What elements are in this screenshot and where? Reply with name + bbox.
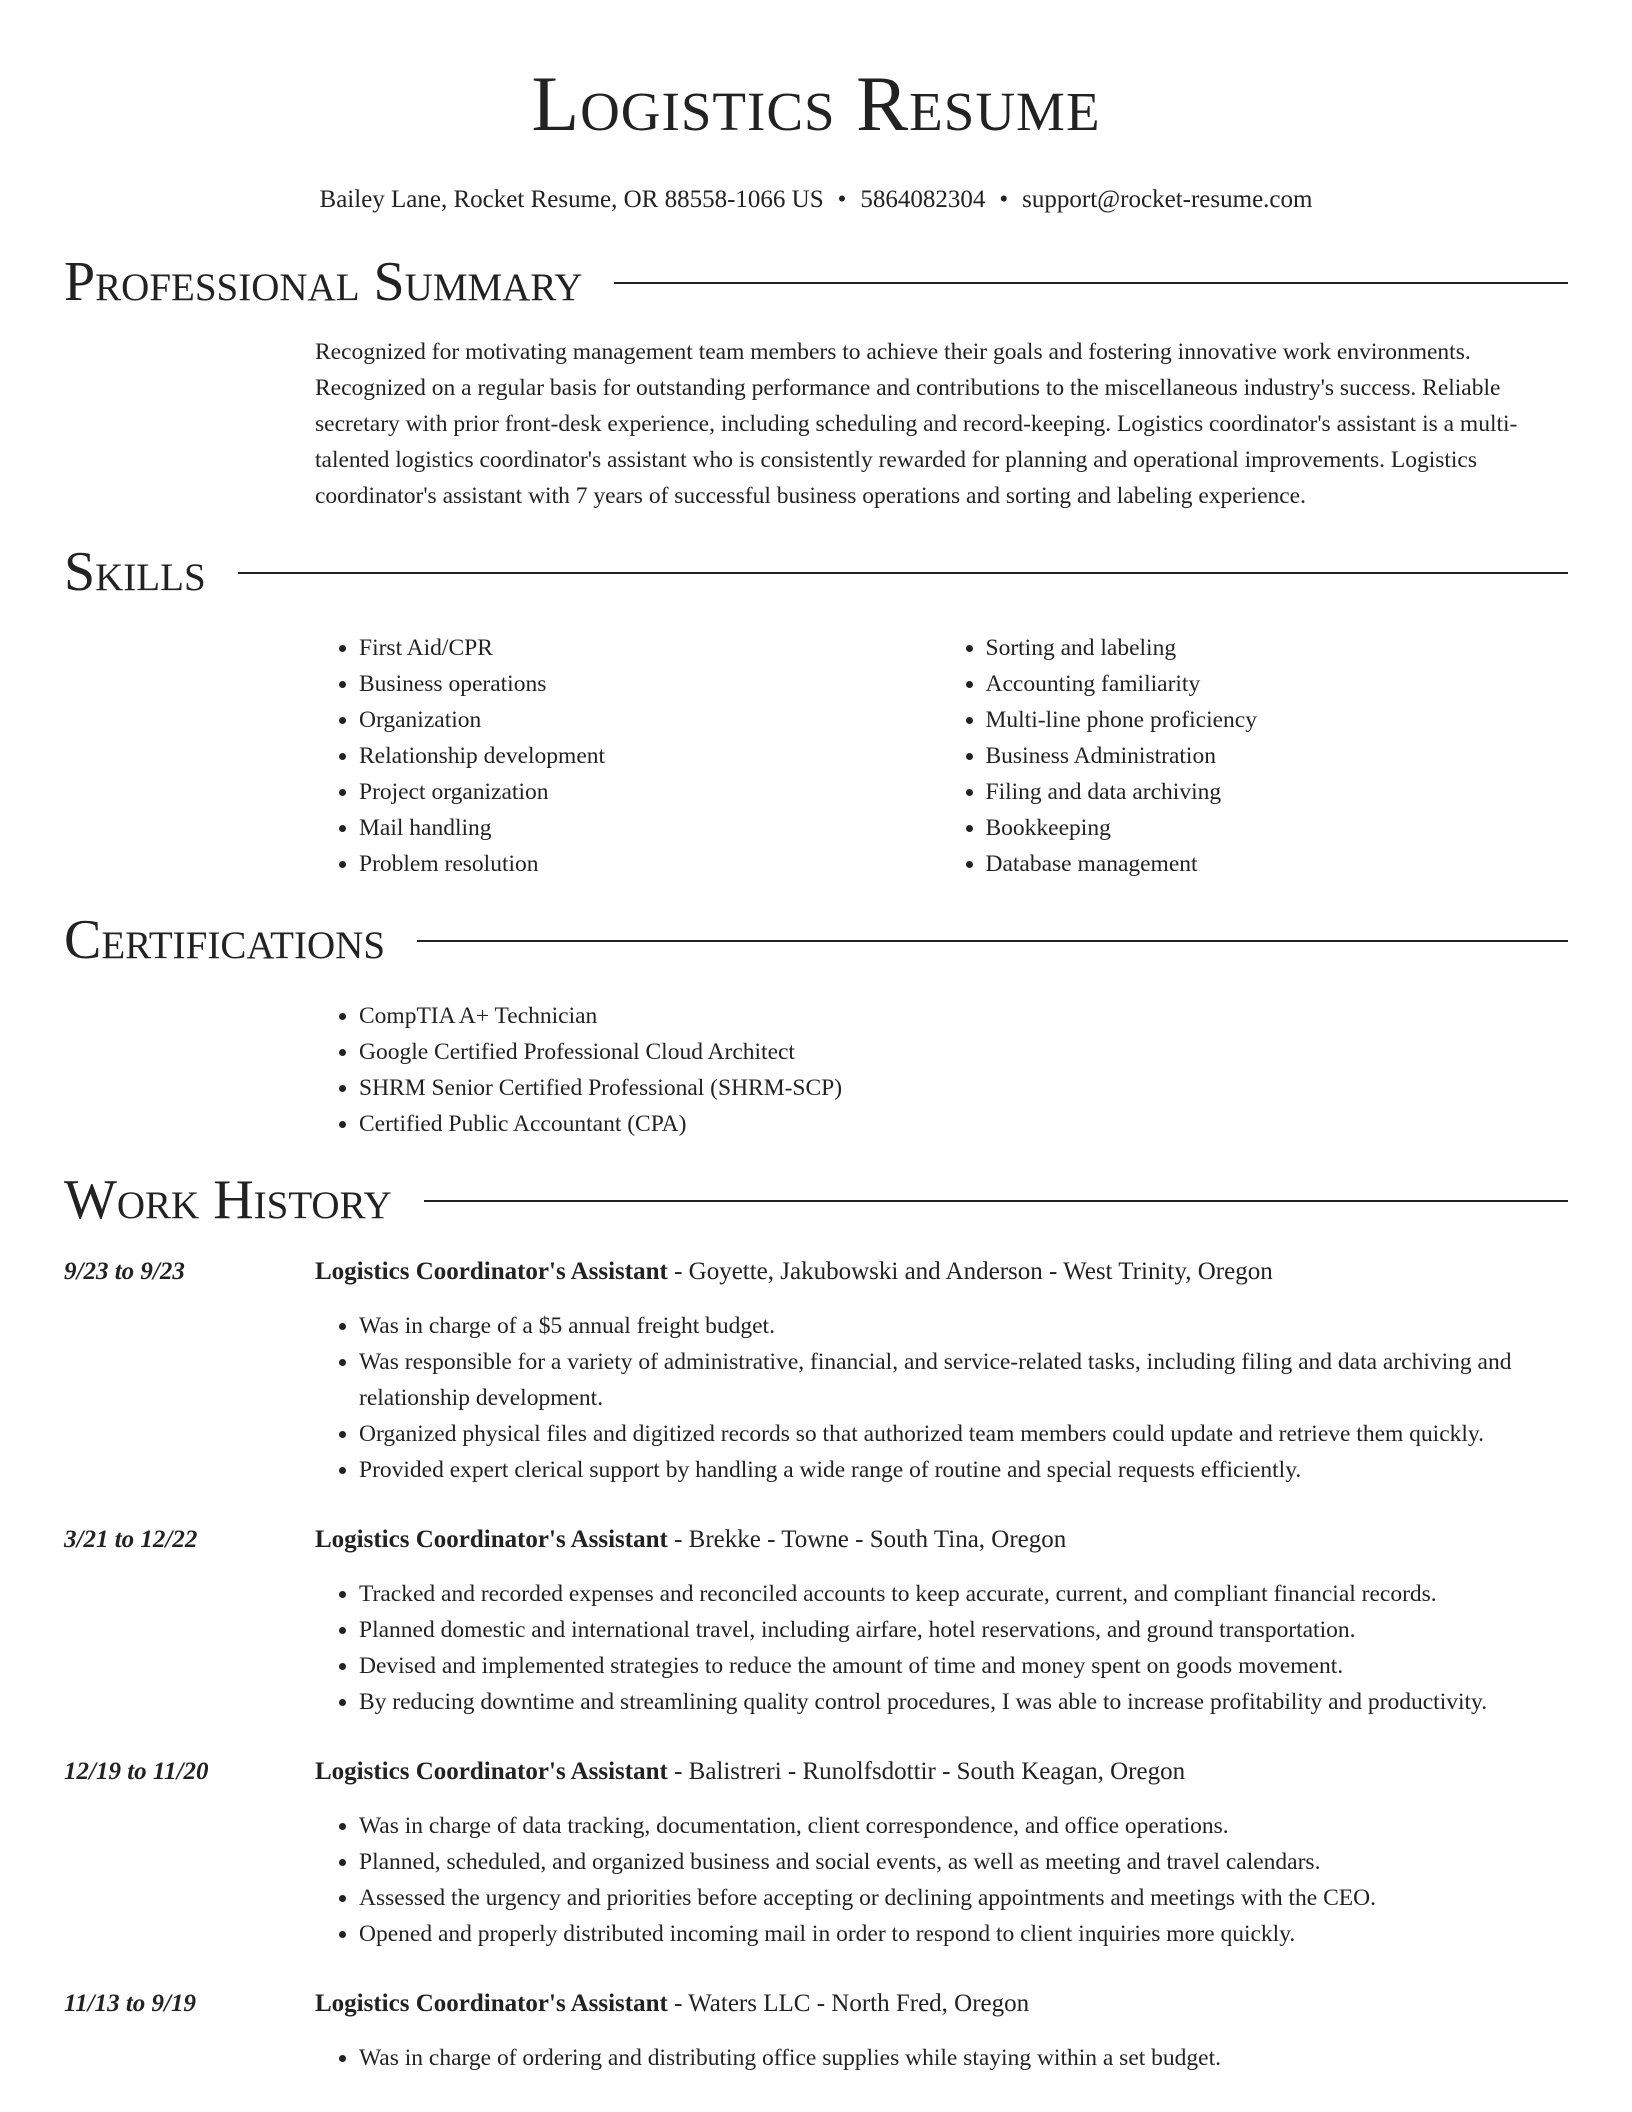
job-bullets	[315, 1808, 1568, 1952]
skills-column-left	[315, 630, 942, 882]
certification-item: • Certified Public Accountant (CPA)	[359, 1106, 1568, 1142]
certification-item: • SHRM Senior Certified Professional (SHRM-SCP)	[359, 1070, 1568, 1106]
certification-item: • CompTIA A+ Technician	[359, 998, 1568, 1034]
job-bullet: • Planned, scheduled, and organized business and social events, as well as meeting and travel calendars.	[359, 1844, 1568, 1880]
skill-item: • Sorting and labeling	[986, 630, 1569, 666]
job-entry	[64, 1254, 1568, 1488]
job-bullet: • Assessed the urgency and priorities before accepting or declining appointments and meetings with the CEO.	[359, 1880, 1568, 1916]
job-bullet: • Tracked and recorded expenses and reconciled accounts to keep accurate, current, and compliant financial records.	[359, 1576, 1568, 1612]
skills-column-right	[942, 630, 1569, 882]
job-title: Logistics Coordinator's Assistant	[315, 1990, 668, 2017]
job-bullet: • Opened and properly distributed incoming mail in order to respond to client inquiries more quickly.	[359, 1916, 1568, 1952]
job-details: - Brekke - Towne - South Tina, Oregon	[667, 1526, 1067, 1553]
certifications-section-header	[64, 908, 1568, 972]
section-divider	[417, 940, 1568, 942]
certifications-list	[315, 998, 1568, 1142]
job-header	[64, 1522, 1568, 1558]
section-divider	[238, 572, 1568, 574]
job-header	[64, 1754, 1568, 1790]
skills-list	[315, 630, 1568, 882]
summary-heading: Professional Summary	[64, 251, 583, 313]
contact-email[interactable]: support@rocket-resume.com	[1022, 186, 1313, 213]
job-bullets	[315, 2040, 1568, 2076]
contact-phone: 5864082304	[860, 186, 986, 213]
section-divider	[614, 282, 1568, 284]
job-header	[64, 1254, 1568, 1290]
summary-text: Recognized for motivating management team members to achieve their goals and fostering innovative work environments. Recognized on a regular basis for outstanding performance and contributions to the miscellaneous industry's success. Reliable secretary with prior front-desk experience, including scheduling and record-keeping. Logistics coordinator's assistant is a multi-talented logistics coordinator's assistant who is consistently rewarded for planning and operational improvements. Logistics coordinator's assistant with 7 years of successful business operations and sorting and labeling experience.	[315, 339, 1518, 509]
job-title: Logistics Coordinator's Assistant	[315, 1758, 668, 1785]
skill-item: • Bookkeeping	[986, 810, 1569, 846]
certification-item: • Google Certified Professional Cloud Architect	[359, 1034, 1568, 1070]
job-bullet: • Was responsible for a variety of administrative, financial, and service-related tasks, including filing and data archiving and relationship development.	[359, 1344, 1568, 1416]
skill-item: • Problem resolution	[359, 846, 942, 882]
skill-item: • Accounting familiarity	[986, 666, 1569, 702]
skill-item: • Mail handling	[359, 810, 942, 846]
contact-separator: •	[999, 186, 1009, 213]
job-dates: 9/23 to 9/23	[64, 1258, 185, 1285]
contact-line	[64, 184, 1568, 216]
job-dates: 11/13 to 9/19	[64, 1990, 196, 2017]
job-bullet: • Devised and implemented strategies to reduce the amount of time and money spent on goods movement.	[359, 1648, 1568, 1684]
job-title: Logistics Coordinator's Assistant	[315, 1526, 668, 1553]
contact-address: Bailey Lane, Rocket Resume, OR 88558-1066 US	[319, 186, 824, 213]
skill-item: • Multi-line phone proficiency	[986, 702, 1569, 738]
skill-item: • Project organization	[359, 774, 942, 810]
skill-item: • Filing and data archiving	[986, 774, 1569, 810]
job-title: Logistics Coordinator's Assistant	[315, 1258, 668, 1285]
skills-section-header	[64, 540, 1568, 604]
job-details: - Balistreri - Runolfsdottir - South Keagan, Oregon	[667, 1758, 1186, 1785]
skill-item: • Business Administration	[986, 738, 1569, 774]
skill-item: • First Aid/CPR	[359, 630, 942, 666]
job-bullet: • By reducing downtime and streamlining quality control procedures, I was able to increase profitability and productivity.	[359, 1684, 1568, 1720]
job-bullets	[315, 1576, 1568, 1720]
work-history-section-header	[64, 1168, 1568, 1232]
skill-item: • Organization	[359, 702, 942, 738]
skill-item: • Database management	[986, 846, 1569, 882]
job-bullet: • Organized physical files and digitized records so that authorized team members could update and retrieve them quickly.	[359, 1416, 1568, 1452]
job-bullets	[315, 1308, 1568, 1488]
job-entry	[64, 1986, 1568, 2076]
job-bullet: • Was in charge of data tracking, documentation, client correspondence, and office operations.	[359, 1808, 1568, 1844]
section-divider	[424, 1200, 1568, 1202]
job-dates: 12/19 to 11/20	[64, 1758, 209, 1785]
certifications-heading: Certifications	[64, 909, 386, 971]
job-entry	[64, 1754, 1568, 1952]
skills-heading: Skills	[64, 541, 206, 603]
job-dates: 3/21 to 12/22	[64, 1526, 198, 1553]
job-entry	[64, 1522, 1568, 1720]
skill-item: • Relationship development	[359, 738, 942, 774]
job-details: - Goyette, Jakubowski and Anderson - West Trinity, Oregon	[667, 1258, 1273, 1285]
contact-separator: •	[837, 186, 847, 213]
job-bullet: • Was in charge of a $5 annual freight budget.	[359, 1308, 1568, 1344]
resume-title: Logistics Resume	[531, 60, 1101, 147]
summary-section-header	[64, 250, 1568, 314]
work-history-heading: Work History	[64, 1169, 392, 1231]
job-header	[64, 1986, 1568, 2022]
job-bullet: • Provided expert clerical support by handling a wide range of routine and special requests efficiently.	[359, 1452, 1568, 1488]
job-bullet: • Planned domestic and international travel, including airfare, hotel reservations, and ground transportation.	[359, 1612, 1568, 1648]
job-bullet: • Was in charge of ordering and distributing office supplies while staying within a set budget.	[359, 2040, 1568, 2076]
job-details: - Waters LLC - North Fred, Oregon	[667, 1990, 1030, 2017]
skill-item: • Business operations	[359, 666, 942, 702]
